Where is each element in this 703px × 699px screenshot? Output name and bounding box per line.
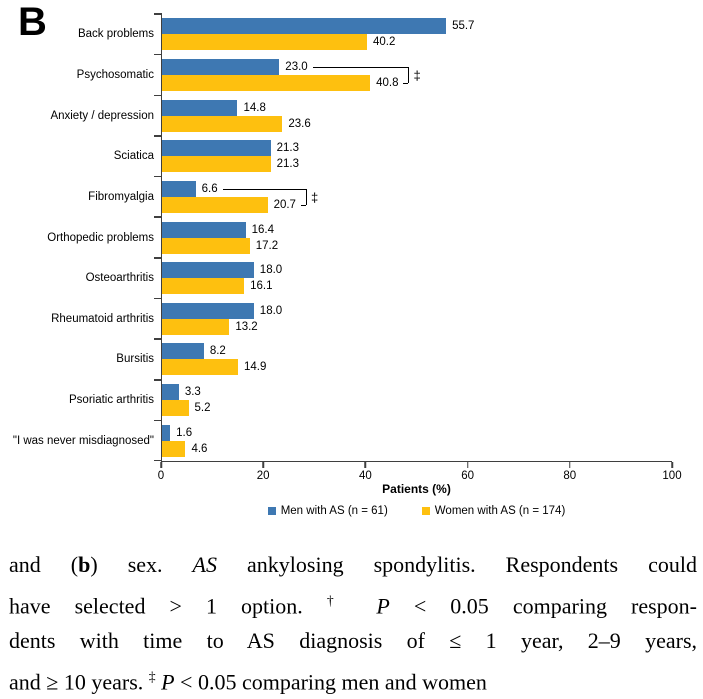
bar-line xyxy=(162,384,672,400)
category-row xyxy=(51,298,672,339)
bar-men xyxy=(162,303,254,319)
bar-women xyxy=(162,34,367,50)
caption-segment: dents with time to AS diagnosis of ≤ 1 year, 2–9 years, xyxy=(9,628,697,654)
category-label: Anxiety / depression xyxy=(50,109,154,122)
category-label: "I was never misdiagnosed" xyxy=(12,434,154,447)
value-label: 17.2 xyxy=(255,239,279,252)
legend xyxy=(161,505,672,517)
bar-men xyxy=(162,181,196,197)
bar-line xyxy=(162,100,672,116)
caption-line xyxy=(9,547,697,583)
bar-men xyxy=(162,262,254,278)
value-label: 6.6 xyxy=(201,182,218,195)
value-label: 18.0 xyxy=(259,304,283,317)
value-label: 40.2 xyxy=(373,36,396,49)
category-label: Fibromyalgia xyxy=(88,190,154,203)
value-label: 18.0 xyxy=(259,264,283,277)
category-row xyxy=(76,55,672,96)
bar-women xyxy=(162,75,370,91)
bar-line xyxy=(162,343,672,359)
bar-women xyxy=(162,441,185,457)
category-row xyxy=(113,136,672,177)
bar-line xyxy=(162,222,672,238)
category-row xyxy=(77,14,672,55)
caption-segment: ‡ xyxy=(148,668,156,684)
bar-line xyxy=(162,18,672,34)
x-tick xyxy=(467,462,469,468)
category-label: Bursitis xyxy=(116,353,154,366)
value-label: 21.3 xyxy=(276,142,300,155)
category-row xyxy=(85,258,672,299)
caption-segment: and ( xyxy=(9,552,79,577)
bar-line xyxy=(162,34,672,50)
bar-line xyxy=(162,278,672,294)
chart-plot-area xyxy=(12,14,672,461)
legend-label: Men with AS (n = 61) xyxy=(280,505,388,517)
significance-bracket xyxy=(313,67,409,68)
x-tick xyxy=(262,462,264,468)
x-tick-label: 0 xyxy=(157,470,165,482)
bar-women xyxy=(162,359,238,375)
caption-segment: P xyxy=(155,669,175,695)
bar-women xyxy=(162,238,250,254)
value-label: 16.4 xyxy=(251,223,275,236)
bar-women xyxy=(162,319,229,335)
value-label: 14.9 xyxy=(243,361,267,374)
bar-line xyxy=(162,319,672,335)
value-label: 23.0 xyxy=(285,60,308,73)
x-tick-label: 100 xyxy=(662,470,682,482)
category-label: Psoriatic arthritis xyxy=(69,394,154,407)
significance-bracket xyxy=(306,189,307,205)
caption-line xyxy=(9,583,697,624)
x-tick xyxy=(365,462,367,468)
bar-line xyxy=(162,441,672,457)
caption-segment: AS xyxy=(192,552,217,577)
x-tick xyxy=(569,462,571,468)
value-label: 16.1 xyxy=(250,280,273,293)
bar-line xyxy=(162,238,672,254)
significance-bracket xyxy=(408,67,409,83)
value-label: 1.6 xyxy=(176,426,193,439)
bar-line xyxy=(162,116,672,132)
category-label: Sciatica xyxy=(113,150,154,163)
x-tick-label: 80 xyxy=(563,470,577,482)
caption-line xyxy=(9,623,697,659)
bar-men xyxy=(162,222,246,238)
value-label: 5.2 xyxy=(194,402,211,415)
legend-label: Women with AS (n = 174) xyxy=(434,505,566,517)
bar-line xyxy=(162,262,672,278)
caption-segment: b xyxy=(78,552,91,577)
caption-segment: † xyxy=(326,592,353,608)
value-label: 3.3 xyxy=(184,386,201,399)
caption-segment: ankylosing spondylitis. Respondents could xyxy=(217,552,697,577)
value-label: 20.7 xyxy=(273,198,296,211)
value-label: 14.8 xyxy=(243,101,266,114)
value-label: 13.2 xyxy=(235,320,258,333)
bar-line xyxy=(162,425,672,441)
bar-women xyxy=(162,278,244,294)
category-row xyxy=(116,339,672,380)
x-tick xyxy=(671,462,673,468)
bar-men xyxy=(162,343,204,359)
significance-bracket xyxy=(223,189,306,190)
caption-line xyxy=(9,659,697,699)
category-row xyxy=(69,380,672,421)
significance-marker: ‡ xyxy=(310,189,319,205)
caption-segment: P xyxy=(352,592,390,618)
category-label: Orthopedic problems xyxy=(47,231,154,244)
caption-segment: < 0.05 comparing men and women xyxy=(174,669,487,695)
caption-segment: ) sex. xyxy=(90,552,193,577)
category-row xyxy=(47,217,672,258)
caption-segment: < 0.05 comparing respon- xyxy=(389,592,698,618)
value-label: 8.2 xyxy=(209,345,226,358)
bar-women xyxy=(162,116,282,132)
value-label: 40.8 xyxy=(376,76,399,89)
bar-men xyxy=(162,18,446,34)
bar-line xyxy=(162,359,672,375)
significance-bracket xyxy=(301,205,306,206)
bar-men xyxy=(162,384,179,400)
legend-item-women xyxy=(422,505,566,517)
bar-line xyxy=(162,156,672,172)
category-label: Psychosomatic xyxy=(76,68,154,81)
x-tick-label: 60 xyxy=(461,470,474,482)
x-tick xyxy=(160,462,162,468)
x-tick-label: 20 xyxy=(256,470,270,482)
value-label: 21.3 xyxy=(276,158,300,171)
category-row xyxy=(88,177,672,218)
bar-men xyxy=(162,59,279,75)
bar-line xyxy=(162,303,672,319)
legend-swatch-women xyxy=(422,507,430,515)
bar-line xyxy=(162,400,672,416)
significance-bracket xyxy=(403,83,408,84)
bar-men xyxy=(162,425,170,441)
category-label: Rheumatoid arthritis xyxy=(51,312,154,325)
bar-women xyxy=(162,156,271,172)
bar-women xyxy=(162,400,189,416)
x-axis-title: Patients (%) xyxy=(382,482,451,496)
category-row xyxy=(12,420,672,461)
bar-women xyxy=(162,197,268,213)
value-label: 4.6 xyxy=(191,442,208,455)
x-tick-label: 40 xyxy=(358,470,372,482)
value-label: 23.6 xyxy=(288,117,311,130)
bar-men xyxy=(162,140,271,156)
category-row xyxy=(50,95,672,136)
value-label: 55.7 xyxy=(452,20,475,33)
caption-segment: and ≥ 10 years. xyxy=(9,669,149,695)
legend-item-men xyxy=(268,505,388,517)
panel-letter: B xyxy=(18,0,46,44)
category-label: Back problems xyxy=(77,28,154,41)
bar-men xyxy=(162,100,237,116)
caption-segment: have selected > 1 option. xyxy=(9,592,327,618)
bar-line xyxy=(162,140,672,156)
significance-marker: ‡ xyxy=(413,67,421,83)
legend-swatch-men xyxy=(268,507,276,515)
bar-line xyxy=(162,197,672,213)
figure-caption xyxy=(9,547,697,699)
category-label: Osteoarthritis xyxy=(85,272,154,285)
